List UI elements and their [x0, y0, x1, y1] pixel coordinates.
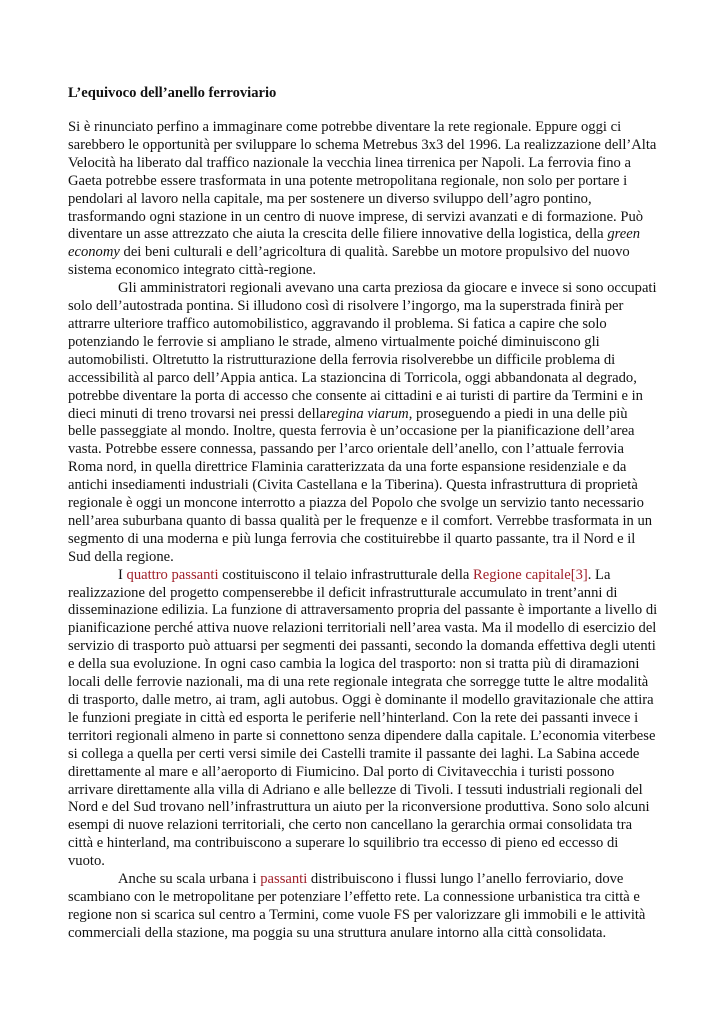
link-quattro-passanti[interactable]: quattro passanti	[126, 566, 219, 583]
paragraph-3-text-a: I	[118, 566, 127, 583]
paragraph-4-text-b: distribuiscono i flussi lungo l’anello ferroviario, dove scambiano con le metropolitane per potenziare l’effetto rete. La connessione urbanistica tra città e regione non si scarica sul centro a Termini, come vuole FS per valorizzare gli immobili e le attività commerciali della stazione, ma poggia su una struttura anulare intorno alla città consolidata.	[68, 871, 646, 941]
paragraph-3	[68, 567, 658, 871]
paragraph-1-italic: green economy	[68, 226, 640, 261]
paragraph-3-text-b: costituiscono il telaio infrastrutturale della	[218, 566, 474, 583]
paragraph-2	[68, 280, 658, 567]
document-page	[68, 84, 658, 943]
paragraph-1	[68, 119, 658, 280]
paragraph-2-text-b: , proseguendo a piedi in una delle più belle passeggiate al mondo. Inoltre, questa ferrovia è un’occasione per la pianificazione dell’area vasta. Potrebbe essere connessa, passando per l’arco orientale dell’anello, con l’attuale ferrovia Roma nord, in quella direttrice Flaminia caratterizzata da una forte espansione residenziale e da antichi insediamenti industriali (Civita Castellana e la Tiberina). Questa infrastruttura di proprietà regionale è oggi un moncone interrotto a piazza del Popolo che svolge un servizio tanto necessario nell’area suburbana quanto di bassa qualità per le frequenze e il comfort. Verrebbe trasformata in un segmento di una moderna e più lunga ferrovia che costituirebbe il quarto passante, tra il Nord e il Sud della regione.	[68, 405, 653, 565]
paragraph-4-text-a: Anche su scala urbana i	[118, 871, 261, 888]
link-passanti[interactable]: passanti	[260, 871, 308, 888]
paragraph-3-text-c: . La realizzazione del progetto compenserebbe il deficit infrastrutturale accumulato in trent’anni di disseminazione edilizia. La funzione di attraversamento propria del passante è importante a livello di pianificazione perché attiva nuove relazioni territoriali nell’area vasta. Ma il modello di esercizio del servizio di trasporto può attuarsi per segmenti dei passanti, secondo la domanda effettiva degli utenti e della sua evoluzione. In ogni caso cambia la logica del trasporto: non si tratta più di diramazioni locali delle ferrovie nazionali, ma di una rete regionale integrata che sorregge tutte le altre modalità di trasporto, dalle metro, ai tram, agli autobus. Oggi è dominante il modello gravitazionale che attira le funzioni pregiate in città ed esporta le periferie nell’hinterland. Con la rete dei passanti invece i territori regionali almeno in parte si connettono senza dipendere dalla capitale. L’economia viterbese si collega a quella per certi versi simile dei Castelli tramite il passante dei laghi. La Sabina accede direttamente al mare e all’aeroporto di Fiumicino. Dal porto di Civitavecchia i turisti possono arrivare direttamente alla villa di Adriano e alle bellezze di Tivoli. I tessuti industriali regionali del Nord e del Sud trovano nell’infrastruttura un aiuto per la riconversione produttiva. Sono solo alcuni esempi di nuove relazioni territoriali, che certo non cancellano la gerarchia ormai consolidata tra città e hinterland, ma contribuiscono a superare lo squilibrio tra eccesso di pieno ed eccesso di vuoto.	[68, 566, 658, 870]
paragraph-1-text-a: Si è rinunciato perfino a immaginare come potrebbe diventare la rete regionale. Eppure oggi ci sarebbero le opportunità per sviluppare lo schema Metrebus 3x3 del 1996. La realizzazione dell’Alta Velocità ha liberato dal traffico nazionale la vecchia linea tirrenica per Napoli. La ferrovia fino a Gaeta potrebbe essere trasformata in una potente metropolitana regionale, non solo per portare i pendolari al lavoro nella capitale, ma per sostenere un diverso sviluppo dell’agro pontino, trasformando ogni stazione in un centro di nuove imprese, di servizi avanzati e di formazione. Può diventare un asse attrezzato che aiuta la crescita delle filiere innovative della logistica, della	[68, 119, 657, 243]
paragraph-1-text-b: dei beni culturali e dell’agricoltura di qualità. Sarebbe un motore propulsivo del nuovo sistema economico integrato città-regione.	[68, 244, 630, 279]
paragraph-2-text-a: Gli amministratori regionali avevano una carta preziosa da giocare e invece si sono occupati solo dell’autostrada pontina. Si illudono così di risolvere l’ingorgo, ma la superstrada finirà per attrarre ulteriore traffico automobilistico, aggravando il problema. Si fatica a capire che solo potenziando le ferrovie si ampliano le strade, almeno virtualmente poiché diminuiscono gli automobilisti. Oltretutto la ristrutturazione della ferrovia risolverebbe un difficile problema di accessibilità al parco dell’Appia antica. La stazioncina di Torricola, oggi abbandonata al degrado, potrebbe diventare la porta di accesso che consente ai cittadini e ai turisti di partire da Termini e in dieci minuti di treno trovarsi nei pressi della	[68, 280, 657, 422]
link-regione-capitale[interactable]: Regione capitale	[473, 566, 571, 583]
footnote-link-3[interactable]: [3]	[570, 566, 588, 583]
document-title: L’equivoco dell’anello ferroviario	[68, 85, 277, 101]
paragraph-2-italic: regina viarum	[326, 405, 409, 422]
paragraph-4	[68, 871, 658, 943]
